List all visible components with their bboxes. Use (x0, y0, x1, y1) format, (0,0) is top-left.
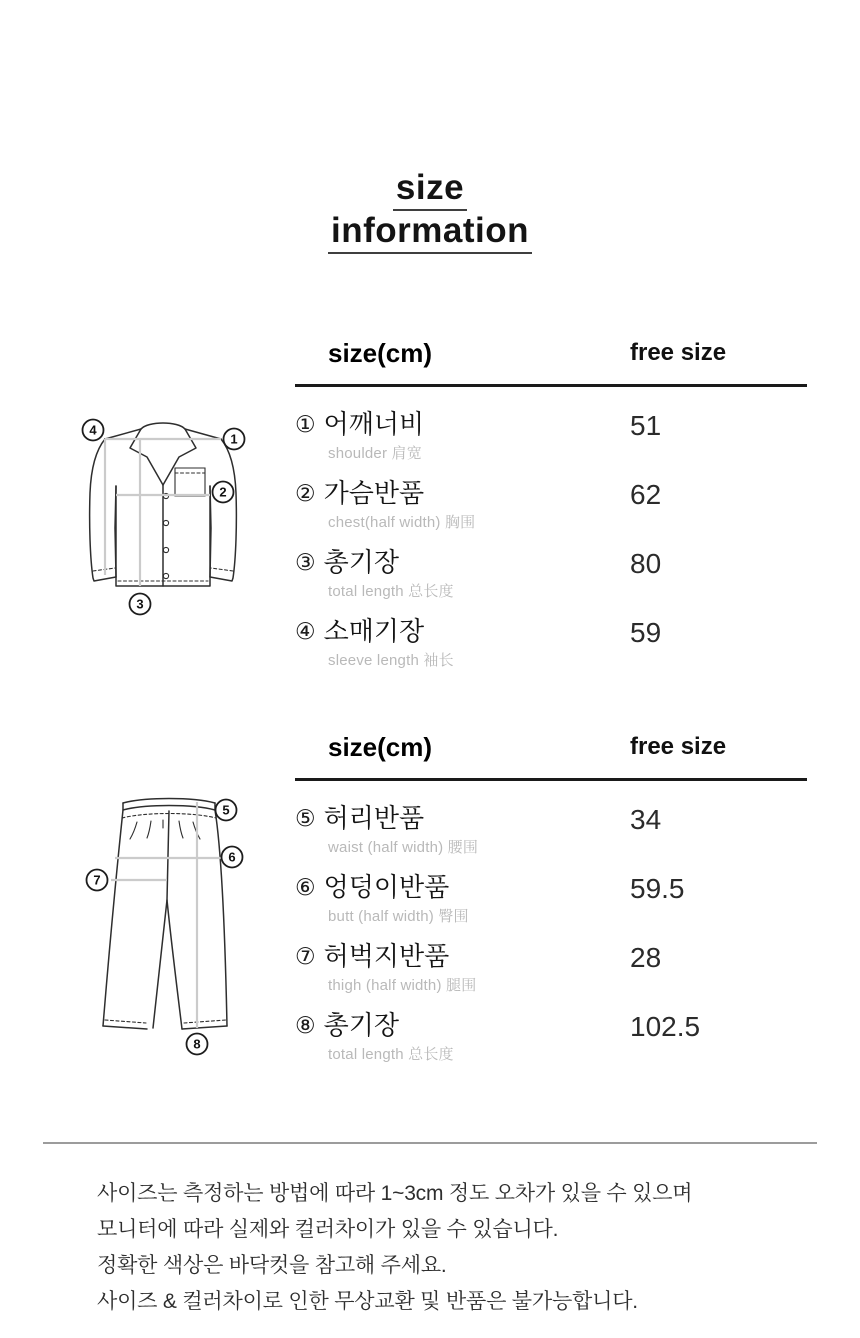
row-label: 소매기장 (323, 616, 425, 646)
table-row-butt (295, 872, 807, 941)
table-row-chest (295, 478, 807, 547)
row-number: ⑧ (295, 1012, 316, 1038)
row-number: ③ (295, 549, 316, 575)
title-word-information: information (328, 211, 532, 254)
header-rule (295, 384, 807, 387)
row-label: 허벅지반품 (323, 941, 450, 971)
table-row-shoulder (295, 409, 807, 478)
row-label: 가슴반품 (323, 478, 425, 508)
row-sublabel: butt (half width) 臀围 (328, 908, 469, 925)
svg-text:5: 5 (222, 802, 230, 818)
row-value: 34 (630, 804, 662, 835)
row-number: ⑤ (295, 805, 316, 831)
row-sublabel: chest(half width) 胸围 (328, 514, 476, 531)
row-label: 엉덩이반품 (323, 872, 450, 902)
row-value: 59 (630, 617, 662, 648)
svg-text:7: 7 (93, 872, 101, 888)
row-sublabel: waist (half width) 腰围 (328, 839, 479, 856)
jacket-callout-2 (213, 482, 234, 503)
section-divider (43, 1142, 817, 1144)
page-title (0, 168, 860, 254)
svg-text:4: 4 (89, 422, 97, 438)
title-word-size: size (393, 168, 467, 211)
notice-line-3: 정확한 색상은 바닥컷을 참고해 주세요. (97, 1254, 447, 1277)
notice-line-1: 사이즈는 측정하는 방법에 따라 1~3cm 정도 오차가 있을 수 있으며 (97, 1182, 693, 1205)
header-free-size: free size (630, 339, 727, 366)
jacket-diagram (68, 408, 268, 620)
row-sublabel: total length 总长度 (328, 583, 454, 600)
row-label: 어깨너비 (323, 409, 425, 439)
pants-diagram (75, 788, 250, 1060)
jacket-callout-3 (130, 594, 151, 615)
notice-line-2: 모니터에 따라 실제와 컬러차이가 있을 수 있습니다. (97, 1218, 559, 1241)
header-free-size: free size (630, 733, 727, 760)
header-size-cm: size(cm) (328, 338, 433, 368)
svg-text:2: 2 (219, 484, 227, 500)
size-table-bottom-header (295, 724, 807, 780)
row-value: 62 (630, 479, 662, 510)
svg-text:3: 3 (136, 596, 144, 612)
jacket-callout-1 (224, 429, 245, 450)
header-rule (295, 778, 807, 781)
row-value: 51 (630, 410, 662, 441)
row-number: ① (295, 411, 316, 437)
notice-line-4: 사이즈 & 컬러차이로 인한 무상교환 및 반품은 불가능합니다. (97, 1290, 638, 1313)
pants-callout-6 (222, 847, 243, 868)
row-value: 59.5 (630, 873, 685, 904)
table-row-total-length (295, 547, 807, 616)
row-number: ⑦ (295, 943, 316, 969)
row-number: ④ (295, 618, 316, 644)
notice-text (97, 1176, 817, 1320)
jacket-callout-4 (83, 420, 104, 441)
row-sublabel: thigh (half width) 腿围 (328, 977, 477, 994)
table-row-sleeve-length (295, 616, 807, 685)
row-label: 허리반품 (323, 803, 425, 833)
size-table-top-header (295, 330, 807, 386)
row-sublabel: total length 总长度 (328, 1046, 454, 1063)
svg-text:1: 1 (230, 431, 238, 447)
table-row-waist (295, 803, 807, 872)
svg-text:6: 6 (228, 849, 236, 865)
row-number: ⑥ (295, 874, 316, 900)
table-row-thigh (295, 941, 807, 1010)
pants-callout-8 (187, 1034, 208, 1055)
table-row-total-length (295, 1010, 807, 1079)
row-label: 총기장 (323, 1010, 399, 1040)
row-sublabel: shoulder 肩宽 (328, 445, 422, 462)
row-value: 28 (630, 942, 662, 973)
row-label: 총기장 (323, 547, 399, 577)
pants-callout-7 (87, 870, 108, 891)
size-table-bottom (295, 724, 807, 1079)
row-value: 102.5 (630, 1011, 701, 1042)
row-number: ② (295, 480, 316, 506)
svg-text:8: 8 (193, 1036, 201, 1052)
row-sublabel: sleeve length 袖长 (328, 652, 454, 669)
pants-callout-5 (216, 800, 237, 821)
row-value: 80 (630, 548, 662, 579)
header-size-cm: size(cm) (328, 732, 433, 762)
size-table-top (295, 330, 807, 685)
